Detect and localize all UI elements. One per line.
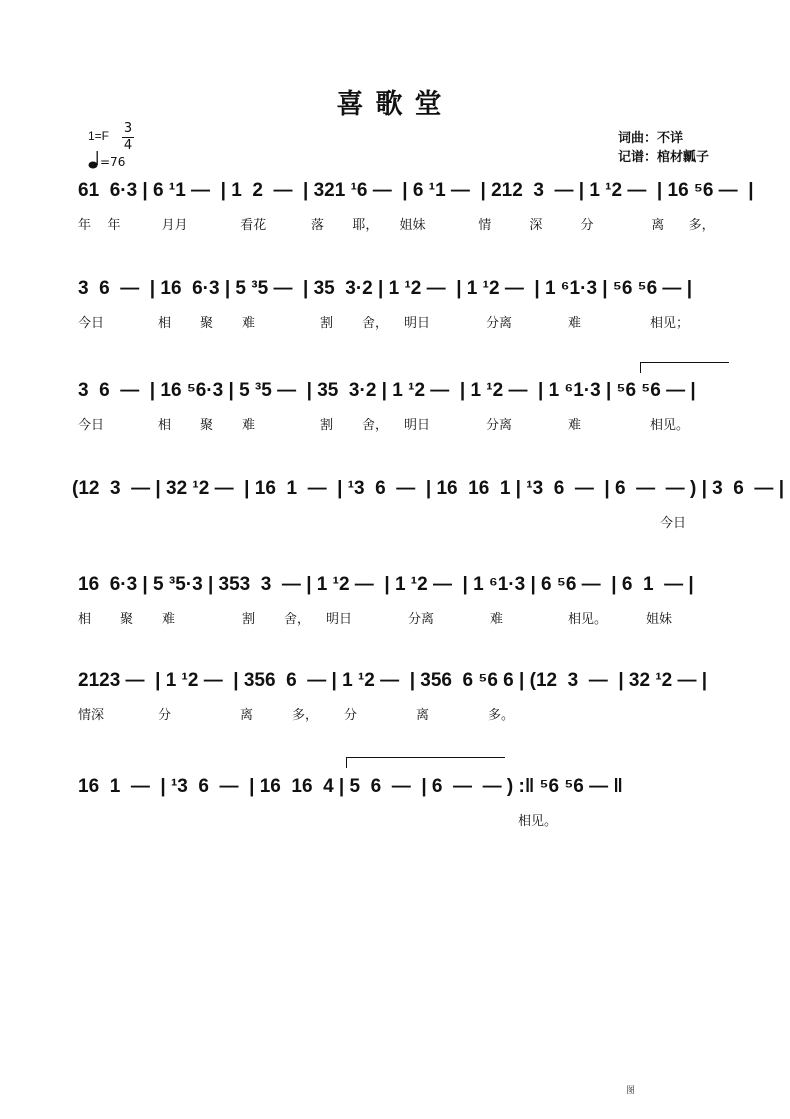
lyric: 多。 [488,708,515,723]
lyric: 难 [490,612,504,627]
lyric: 分 [344,708,358,723]
notation-line-5: 16 6·3 | 5 ³5·3 | 353 3 — | 1 ¹2 — | 1 ¹2 — | 1 ⁶1·3 | 6 ⁵6 — | 6 1 — | [78,574,694,595]
staff-line-3 [78,378,728,434]
lyric: 割 [320,418,334,433]
lyric: 难 [242,316,256,331]
volta-bracket-2 [346,757,505,768]
lyric: 分离 [486,316,513,331]
lyrics-line-1 [78,214,728,234]
lyric: 深 [529,218,543,233]
lyric: 聚 [200,316,214,331]
lyric: 分 [580,218,594,233]
lyric: 多， [292,708,319,723]
lyric: 割 [320,316,334,331]
lyric: 离 [240,708,254,723]
lyric: 落 [311,218,325,233]
key-signature: 1=F [88,129,110,143]
lyric: 难 [568,316,582,331]
lyric: 分 [158,708,172,723]
lyrics-line-4 [72,512,728,532]
lyrics-line-3 [78,414,728,434]
lyric: 月月 [161,218,188,233]
lyric: 情 [478,218,492,233]
lyric: 相见。 [650,418,690,433]
lyric: 明日 [326,612,353,627]
notation-line-3: 3 6 — | 16 ⁵6·3 | 5 ³5 — | 35 3·2 | 1 ¹2 — | 1 ¹2 — | 1 ⁶1·3 | ⁵6 ⁵6 — | [78,380,696,401]
lyric: 分离 [408,612,435,627]
staff-line-7 [78,774,638,830]
tempo-value: =76 [100,155,126,169]
lyricist-composer: 词曲：不详 [618,131,684,146]
lyric: 耶， [352,218,379,233]
lyric: 相 [158,316,172,331]
notation-line-6: 2123 — | 1 ¹2 — | 356 6 — | 1 ¹2 — | 356 6 ⁵6 6 | (12 3 — | 32 ¹2 — | [78,670,708,691]
lyric: 舍， [284,612,311,627]
lyric: 多， [688,218,715,233]
time-signature-bottom: 4 [123,138,133,153]
lyric: 年 [107,218,121,233]
lyric: 聚 [200,418,214,433]
time-signature-top: 3 [123,121,133,136]
lyric: 聚 [120,612,134,627]
lyric: 离 [416,708,430,723]
lyric: 姐妹 [399,218,426,233]
lyric: 舍， [362,418,389,433]
lyric: 明日 [404,316,431,331]
lyric: 相 [158,418,172,433]
notation-line-4: (12 3 — | 32 ¹2 — | 16 1 — | ¹3 6 — | 16 16 1 | ¹3 6 — | 6 — — ) | 3 6 — | [72,478,785,499]
staff-line-2 [78,276,728,332]
transcriber: 记谱：棺材瓤子 [618,150,710,165]
lyric: 相见。 [568,612,608,627]
staff-line-4 [72,476,785,532]
lyric: 姐妹 [646,612,673,627]
lyrics-line-7 [78,810,638,830]
lyrics-line-5 [78,608,728,628]
lyric: 相见； [650,316,690,331]
lyric: 今日 [78,316,105,331]
lyric: 今日 [78,418,105,433]
volta-bracket-1 [640,362,729,373]
lyrics-line-2 [78,312,728,332]
staff-line-1 [78,178,754,234]
lyric: 离 [651,218,665,233]
tempo [88,150,126,174]
lyric: 割 [242,612,256,627]
notation-line-2: 3 6 — | 16 6·3 | 5 ³5 — | 35 3·2 | 1 ¹2 — | 1 ¹2 — | 1 ⁶1·3 | ⁵6 ⁵6 — | [78,278,693,299]
time-signature [122,122,134,153]
lyric: 难 [242,418,256,433]
lyric: 看花 [240,218,267,233]
staff-line-5 [78,572,728,628]
lyrics-line-6 [78,704,728,724]
corner-stamp: 图 [626,1086,636,1096]
song-title: 喜歌堂 [336,89,454,120]
lyric: 年 [78,218,92,233]
lyric: 相 [78,612,92,627]
lyric: 难 [162,612,176,627]
lyric: 情深 [78,708,105,723]
lyric: 相见。 [518,814,558,829]
staff-line-6 [78,668,728,724]
lyric: 今日 [660,516,687,531]
notation-line-1: 61 6·3 | 6 ¹1 — | 1 2 — | 321 ¹6 — | 6 ¹1 — | 212 3 — | 1 ¹2 — | 16 ⁵6 — | [78,180,754,201]
notation-line-7: 16 1 — | ¹3 6 — | 16 16 4 | 5 6 — | 6 — — ) :‖ ⁵6 ⁵6 — ‖ [78,776,623,797]
lyric: 明日 [404,418,431,433]
lyric: 舍， [362,316,389,331]
lyric: 分离 [486,418,513,433]
lyric: 难 [568,418,582,433]
